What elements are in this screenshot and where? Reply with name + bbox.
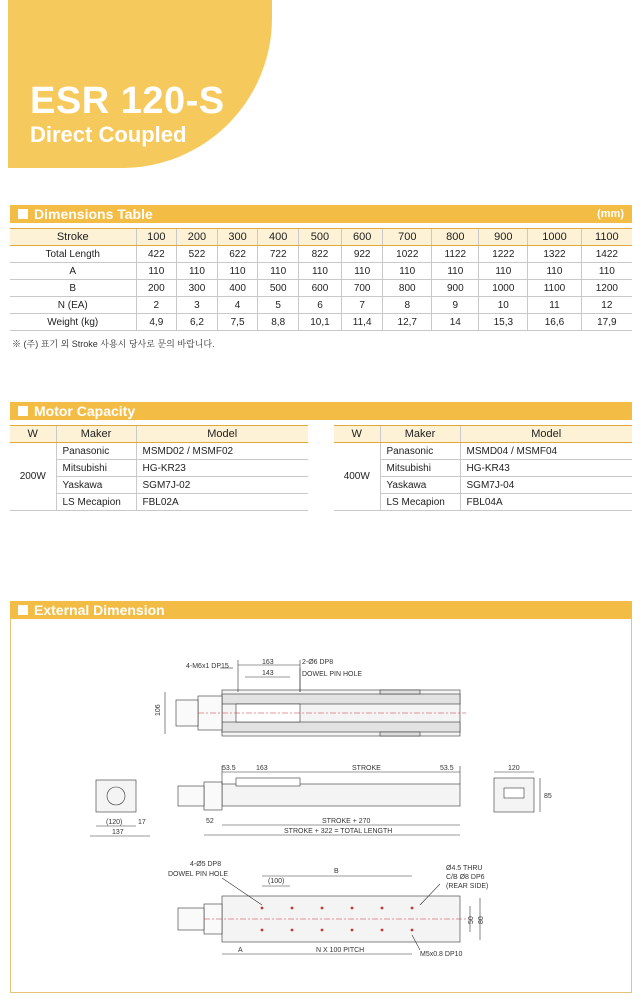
table-cell: 1122 <box>432 246 479 263</box>
label-137: 137 <box>112 829 124 836</box>
table-cell: 1100 <box>528 280 581 297</box>
table-cell: 500 <box>299 229 342 246</box>
maker-cell: Yaskawa <box>56 477 136 494</box>
table-cell: 110 <box>177 263 218 280</box>
table-cell: 900 <box>432 280 479 297</box>
table-cell: 10 <box>479 297 528 314</box>
top-view-rail-upper <box>222 694 460 704</box>
label-80: 80 <box>478 916 485 924</box>
maker-cell: Panasonic <box>56 443 136 460</box>
table-cell: 110 <box>258 263 299 280</box>
label-50: 50 <box>468 916 475 924</box>
maker-cell: LS Mecapion <box>380 494 460 511</box>
label-dowel-pin-hole-2: DOWEL PIN HOLE <box>168 871 229 878</box>
motor-section-title: Motor Capacity <box>34 403 136 419</box>
table-cell: 4,9 <box>136 314 177 331</box>
table-cell: 622 <box>217 246 258 263</box>
label-106: 106 <box>155 704 162 716</box>
external-section-title: External Dimension <box>34 602 165 618</box>
wattage-cell: 200W <box>10 443 56 511</box>
end-view-right <box>494 772 540 812</box>
row-label: Total Length <box>10 246 136 263</box>
label-100: (100) <box>268 878 285 885</box>
table-cell: 700 <box>341 280 382 297</box>
model-cell: SGM7J-02 <box>136 477 308 494</box>
table-cell: 1222 <box>479 246 528 263</box>
table-cell: 600 <box>341 229 382 246</box>
table-cell: 200 <box>177 229 218 246</box>
table-cell: 8,8 <box>258 314 299 331</box>
label-17: 17 <box>138 819 146 826</box>
end-view-left <box>90 780 150 836</box>
end-view-body <box>96 780 136 812</box>
label-stroke: STROKE <box>352 765 381 772</box>
table-cell: 1200 <box>581 280 632 297</box>
table-cell: 922 <box>341 246 382 263</box>
table-cell: 14 <box>432 314 479 331</box>
table-cell: 700 <box>383 229 432 246</box>
top-view-cover-lower <box>380 732 420 736</box>
side-view <box>178 766 460 835</box>
top-view-rail-lower <box>222 722 460 732</box>
table-cell: 3 <box>177 297 218 314</box>
header-maker: Maker <box>56 426 136 443</box>
table-cell: 110 <box>299 263 342 280</box>
table-cell: 8 <box>383 297 432 314</box>
table-cell: 110 <box>136 263 177 280</box>
table-cell: 17,9 <box>581 314 632 331</box>
model-cell: FBL02A <box>136 494 308 511</box>
label-m6: 4-M6x1 DP15 <box>186 663 229 670</box>
table-cell: 15,3 <box>479 314 528 331</box>
label-m5: M5x0.8 DP10 <box>420 951 463 958</box>
table-cell: 7,5 <box>217 314 258 331</box>
header-maker: Maker <box>380 426 460 443</box>
table-cell: 9 <box>432 297 479 314</box>
table-cell: 100 <box>136 229 177 246</box>
product-subtitle: Direct Coupled <box>30 122 187 147</box>
model-cell: SGM7J-04 <box>460 477 632 494</box>
maker-cell: Yaskawa <box>380 477 460 494</box>
table-cell: 110 <box>528 263 581 280</box>
row-label: Stroke <box>10 229 136 246</box>
table-cell: 1100 <box>581 229 632 246</box>
table-cell: 6,2 <box>177 314 218 331</box>
table-cell: 200 <box>136 280 177 297</box>
header-model: Model <box>460 426 632 443</box>
table-cell: 12,7 <box>383 314 432 331</box>
label-163: 163 <box>262 659 274 666</box>
label-total-length: STROKE + 322 = TOTAL LENGTH <box>284 828 393 835</box>
dimensions-unit: (mm) <box>597 208 624 220</box>
table-cell: 110 <box>341 263 382 280</box>
side-view-flange <box>204 782 222 810</box>
table-cell: 500 <box>258 280 299 297</box>
label-52: 52 <box>206 818 214 825</box>
product-title: ESR 120-S <box>30 80 225 122</box>
wattage-cell: 400W <box>334 443 380 511</box>
table-cell: 10,1 <box>299 314 342 331</box>
table-cell: 800 <box>432 229 479 246</box>
model-cell: HG-KR23 <box>136 460 308 477</box>
table-cell: 110 <box>479 263 528 280</box>
table-cell: 11 <box>528 297 581 314</box>
label-thru: Ø4.5 THRU <box>446 865 483 872</box>
model-cell: MSMD04 / MSMF04 <box>460 443 632 460</box>
header-w: W <box>334 426 380 443</box>
table-cell: 110 <box>383 263 432 280</box>
table-cell: 1000 <box>528 229 581 246</box>
side-view-carriage <box>236 778 300 786</box>
model-cell: HG-KR43 <box>460 460 632 477</box>
header-w: W <box>10 426 56 443</box>
model-cell: MSMD02 / MSMF02 <box>136 443 308 460</box>
table-cell: 110 <box>581 263 632 280</box>
label-120-paren: (120) <box>106 819 123 826</box>
table-cell: 722 <box>258 246 299 263</box>
table-cell: 300 <box>177 280 218 297</box>
label-pitch: N X 100 PITCH <box>316 947 365 954</box>
table-cell: 822 <box>299 246 342 263</box>
label-b: B <box>334 868 339 875</box>
dimensions-note: ※ (주) 표기 외 Stroke 사용시 당사로 문의 바랍니다. <box>12 339 215 349</box>
row-label: A <box>10 263 136 280</box>
table-cell: 1022 <box>383 246 432 263</box>
label-dowel-pin-hole: DOWEL PIN HOLE <box>302 671 363 678</box>
table-cell: 110 <box>432 263 479 280</box>
table-cell: 300 <box>217 229 258 246</box>
side-view-motor <box>178 786 204 806</box>
label-53-5-right: 53.5 <box>440 765 454 772</box>
table-cell: 1000 <box>479 280 528 297</box>
top-view-motor <box>176 700 198 726</box>
table-cell: 11,4 <box>341 314 382 331</box>
top-view-cover-upper <box>380 690 420 694</box>
header-model: Model <box>136 426 308 443</box>
maker-cell: Panasonic <box>380 443 460 460</box>
table-cell: 7 <box>341 297 382 314</box>
label-cb: C/B Ø8 DP6 <box>446 874 485 881</box>
model-cell: FBL04A <box>460 494 632 511</box>
table-cell: 1422 <box>581 246 632 263</box>
table-cell: 1322 <box>528 246 581 263</box>
side-view-body <box>222 784 460 806</box>
label-stroke-270: STROKE + 270 <box>322 818 371 825</box>
table-cell: 110 <box>217 263 258 280</box>
label-rear: (REAR SIDE) <box>446 883 489 890</box>
table-cell: 5 <box>258 297 299 314</box>
row-label: B <box>10 280 136 297</box>
table-cell: 400 <box>258 229 299 246</box>
table-cell: 2 <box>136 297 177 314</box>
label-a: A <box>238 947 243 954</box>
end-view-window <box>504 788 524 798</box>
label-85: 85 <box>544 793 552 800</box>
table-cell: 600 <box>299 280 342 297</box>
table-cell: 800 <box>383 280 432 297</box>
label-163-side: 163 <box>256 765 268 772</box>
table-cell: 16,6 <box>528 314 581 331</box>
table-cell: 522 <box>177 246 218 263</box>
maker-cell: Mitsubishi <box>56 460 136 477</box>
row-label: Weight (kg) <box>10 314 136 331</box>
table-cell: 6 <box>299 297 342 314</box>
maker-cell: LS Mecapion <box>56 494 136 511</box>
label-dowel6: 2-Ø6 DP8 <box>302 659 334 666</box>
table-cell: 4 <box>217 297 258 314</box>
dimensions-section-title: Dimensions Table <box>34 206 153 222</box>
table-cell: 900 <box>479 229 528 246</box>
row-label: N (EA) <box>10 297 136 314</box>
label-dowel5: 4-Ø5 DP8 <box>190 861 222 868</box>
maker-cell: Mitsubishi <box>380 460 460 477</box>
label-143: 143 <box>262 670 274 677</box>
label-53-5-left: 53.5 <box>222 765 236 772</box>
table-cell: 422 <box>136 246 177 263</box>
label-120-right: 120 <box>508 765 520 772</box>
table-cell: 12 <box>581 297 632 314</box>
bottom-view-motor <box>178 908 204 930</box>
bottom-view <box>178 876 480 954</box>
table-cell: 400 <box>217 280 258 297</box>
